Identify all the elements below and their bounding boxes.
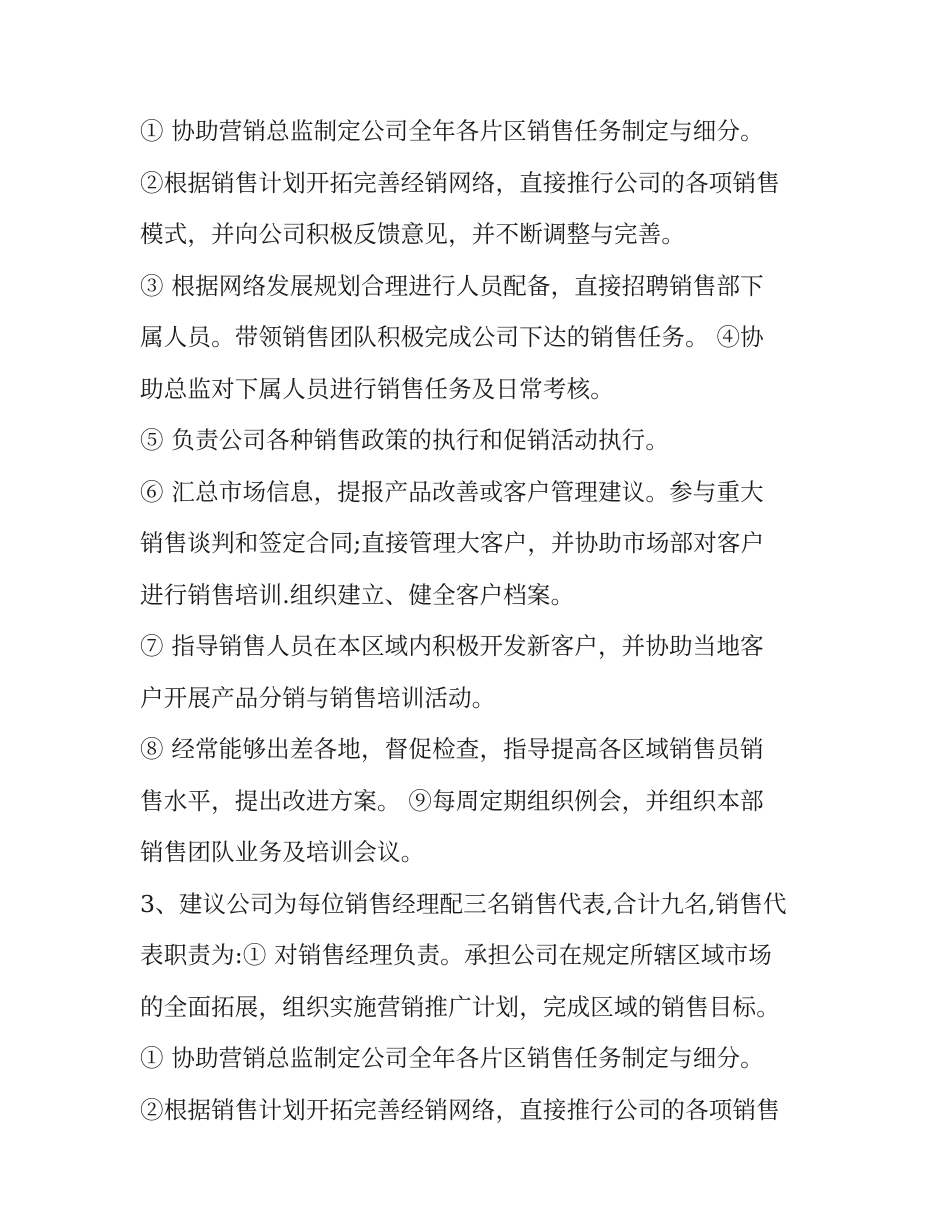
text-line: 模式，并向公司积极反馈意见，并不断调整与完善。	[140, 220, 686, 248]
text-line: 销售团队业务及培训会议。	[140, 838, 425, 866]
text-line: 3、建议公司为每位销售经理配三名销售代表,合计九名,销售代	[140, 889, 787, 918]
text-line: ⑧ 经常能够出差各地，督促检查，指导提高各区域销售员销	[140, 735, 764, 763]
document-body	[140, 106, 820, 1136]
text-line: ②根据销售计划开拓完善经销网络，直接推行公司的各项销售	[140, 1095, 780, 1124]
text-line: 售水平，提出改进方案。 ⑨每周定期组织例会，并组织本部	[140, 786, 764, 815]
text-line: 助总监对下属人员进行销售任务及日常考核。	[140, 374, 614, 403]
text-line: 属人员。带领销售团队积极完成公司下达的销售任务。 ④协	[140, 323, 764, 351]
text-line: ⑥ 汇总市场信息，提报产品改善或客户管理建议。参与重大	[140, 477, 764, 506]
text-line: ⑤ 负责公司各种销售政策的执行和促销活动执行。	[140, 426, 670, 454]
text-line: 户开展产品分销与销售培训活动。	[140, 683, 496, 712]
text-line: ③ 根据网络发展规划合理进行人员配备，直接招聘销售部下	[140, 271, 764, 300]
text-line: ⑦ 指导销售人员在本区域内积极开发新客户，并协助当地客	[140, 632, 764, 660]
text-line: 进行销售培训.组织建立、健全客户档案。	[140, 580, 575, 609]
text-line: ① 协助营销总监制定公司全年各片区销售任务制定与细分。	[140, 117, 764, 145]
text-line: ②根据销售计划开拓完善经销网络，直接推行公司的各项销售	[140, 168, 780, 197]
text-line: 的全面拓展，组织实施营销推广计划，完成区域的销售目标。	[140, 992, 780, 1021]
text-line: 表职责为:① 对销售经理负责。承担公司在规定所辖区域市场	[140, 941, 772, 969]
text-line: ① 协助营销总监制定公司全年各片区销售任务制定与细分。	[140, 1044, 764, 1072]
text-line: 销售谈判和签定合同;直接管理大客户，并协助市场部对客户	[140, 529, 765, 557]
